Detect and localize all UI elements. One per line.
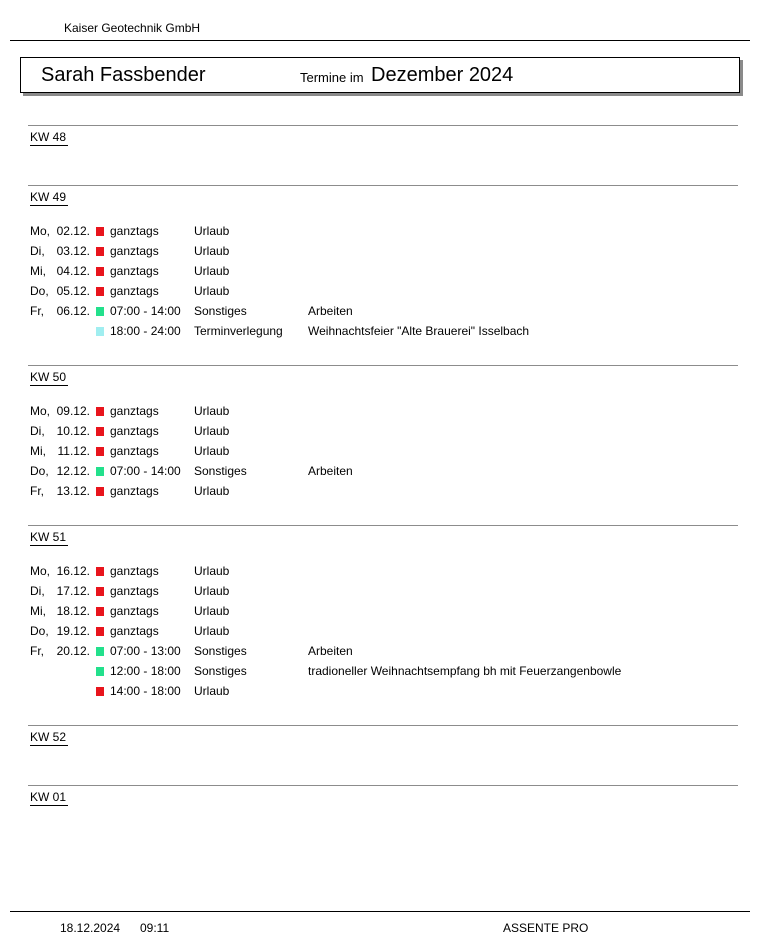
week-label: KW 50	[30, 370, 67, 384]
description: tradioneller Weihnachtsempfang bh mit Feuerzangenbowle	[308, 664, 622, 678]
time-range: ganztags	[110, 484, 159, 498]
category-color-marker	[96, 247, 104, 256]
category-color-marker	[96, 607, 104, 616]
date: 04.12.	[56, 264, 90, 278]
footer-date: 18.12.2024	[60, 921, 121, 935]
category-color-marker	[96, 487, 104, 496]
category: Urlaub	[194, 684, 230, 698]
bottom-rule	[10, 911, 750, 912]
category-color-marker	[96, 307, 104, 316]
time-range: 18:00 - 24:00	[110, 324, 181, 338]
time-range: 14:00 - 18:00	[110, 684, 181, 698]
date: 20.12.	[56, 644, 90, 658]
category: Urlaub	[194, 404, 230, 418]
time-range: ganztags	[110, 444, 159, 458]
footer-time: 09:11	[140, 921, 170, 935]
time-range: 07:00 - 14:00	[110, 464, 181, 478]
description: Arbeiten	[308, 464, 353, 478]
date: 19.12.	[56, 624, 90, 638]
week-label: KW 48	[30, 130, 67, 144]
category: Sonstiges	[194, 464, 247, 478]
week-divider	[28, 365, 738, 366]
day-name: Fr,	[30, 484, 44, 498]
day-name: Di,	[30, 584, 45, 598]
category: Urlaub	[194, 264, 230, 278]
termine-label: Termine im	[300, 70, 364, 85]
person-name: Sarah Fassbender	[41, 64, 206, 86]
week-divider	[28, 185, 738, 186]
date: 05.12.	[56, 284, 90, 298]
category-color-marker	[96, 687, 104, 696]
week-divider	[28, 125, 738, 126]
date: 12.12.	[56, 464, 90, 478]
footer-brand: ASSENTE PRO	[503, 921, 589, 935]
date: 13.12.	[56, 484, 90, 498]
category: Urlaub	[194, 424, 230, 438]
category: Sonstiges	[194, 304, 247, 318]
category: Terminverlegung	[194, 324, 283, 338]
category-color-marker	[96, 647, 104, 656]
month-title: Dezember 2024	[371, 64, 514, 86]
time-range: 12:00 - 18:00	[110, 664, 181, 678]
time-range: ganztags	[110, 624, 159, 638]
category: Urlaub	[194, 584, 230, 598]
day-name: Mo,	[30, 224, 51, 238]
category-color-marker	[96, 667, 104, 676]
day-name: Do,	[30, 624, 49, 638]
description: Arbeiten	[308, 304, 353, 318]
week-divider	[28, 525, 738, 526]
time-range: 07:00 - 14:00	[110, 304, 181, 318]
time-range: ganztags	[110, 564, 159, 578]
category-color-marker	[96, 627, 104, 636]
category: Urlaub	[194, 224, 230, 238]
time-range: ganztags	[110, 584, 159, 598]
date: 11.12.	[57, 444, 90, 458]
date: 03.12.	[56, 244, 90, 258]
description: Weihnachtsfeier "Alte Brauerei" Isselbach	[308, 324, 530, 338]
day-name: Mi,	[30, 604, 46, 618]
category-color-marker	[96, 407, 104, 416]
day-name: Mi,	[30, 264, 46, 278]
category-color-marker	[96, 587, 104, 596]
category: Urlaub	[194, 444, 230, 458]
category: Urlaub	[194, 604, 230, 618]
time-range: ganztags	[110, 604, 159, 618]
date: 09.12.	[56, 404, 90, 418]
date: 06.12.	[56, 304, 90, 318]
category-color-marker	[96, 327, 104, 336]
category: Urlaub	[194, 564, 230, 578]
category: Urlaub	[194, 244, 230, 258]
week-label: KW 51	[30, 530, 67, 544]
category: Urlaub	[194, 624, 230, 638]
category-color-marker	[96, 567, 104, 576]
date: 10.12.	[56, 424, 90, 438]
category-color-marker	[96, 467, 104, 476]
category-color-marker	[96, 287, 104, 296]
time-range: ganztags	[110, 424, 159, 438]
date: 16.12.	[56, 564, 90, 578]
date: 17.12.	[56, 584, 90, 598]
description: Arbeiten	[308, 644, 353, 658]
time-range: ganztags	[110, 284, 159, 298]
week-label: KW 52	[30, 730, 67, 744]
category-color-marker	[96, 447, 104, 456]
time-range: 07:00 - 13:00	[110, 644, 181, 658]
day-name: Di,	[30, 244, 45, 258]
category: Sonstiges	[194, 644, 247, 658]
company-name: Kaiser Geotechnik GmbH	[64, 21, 201, 35]
time-range: ganztags	[110, 244, 159, 258]
week-divider	[28, 785, 738, 786]
day-name: Do,	[30, 464, 49, 478]
week-label: KW 49	[30, 190, 67, 204]
day-name: Fr,	[30, 644, 44, 658]
time-range: ganztags	[110, 224, 159, 238]
category: Urlaub	[194, 284, 230, 298]
week-label: KW 01	[30, 790, 67, 804]
day-name: Mo,	[30, 564, 51, 578]
day-name: Fr,	[30, 304, 44, 318]
category-color-marker	[96, 227, 104, 236]
top-rule	[10, 40, 750, 41]
week-divider	[28, 725, 738, 726]
date: 02.12.	[56, 224, 90, 238]
category-color-marker	[96, 427, 104, 436]
time-range: ganztags	[110, 404, 159, 418]
day-name: Mo,	[30, 404, 51, 418]
date: 18.12.	[56, 604, 90, 618]
time-range: ganztags	[110, 264, 159, 278]
report-header-box	[20, 57, 740, 93]
day-name: Do,	[30, 284, 49, 298]
category-color-marker	[96, 267, 104, 276]
category: Sonstiges	[194, 664, 247, 678]
day-name: Mi,	[30, 444, 46, 458]
category: Urlaub	[194, 484, 230, 498]
day-name: Di,	[30, 424, 45, 438]
